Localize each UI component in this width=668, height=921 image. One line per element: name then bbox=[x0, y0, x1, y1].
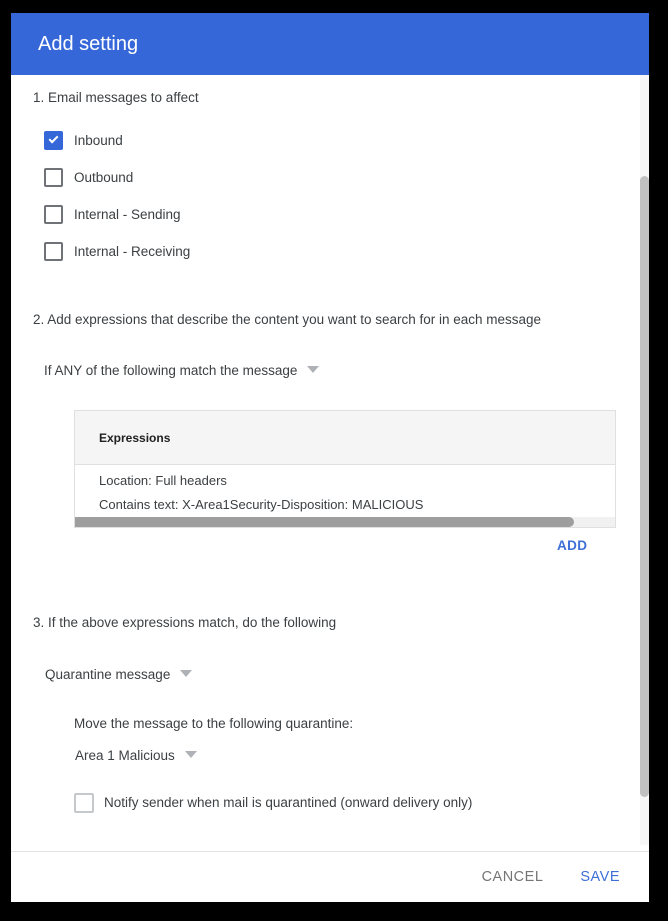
consequence-dropdown-value: Quarantine message bbox=[45, 667, 171, 682]
dropdown-arrow-icon bbox=[307, 366, 319, 373]
quarantine-caption: Move the message to the following quarantine: bbox=[74, 716, 354, 731]
dialog-vscrollbar-thumb[interactable] bbox=[640, 176, 649, 797]
internal-sending-checkbox[interactable] bbox=[44, 205, 63, 224]
expressions-table-header bbox=[75, 411, 615, 465]
quarantine-select-dropdown-value: Area 1 Malicious bbox=[75, 748, 175, 763]
internal-receiving-checkbox-label[interactable]: Internal - Receiving bbox=[74, 244, 191, 259]
add-expression-button[interactable]: ADD bbox=[557, 538, 588, 553]
add-setting-dialog bbox=[11, 13, 649, 902]
expressions-table bbox=[74, 410, 616, 528]
save-button[interactable]: SAVE bbox=[580, 869, 620, 885]
dialog-title: Add setting bbox=[38, 33, 139, 55]
expressions-hscrollbar-track bbox=[75, 517, 615, 527]
expressions-column-header: Expressions bbox=[99, 431, 171, 445]
dialog-vscrollbar-track bbox=[640, 75, 649, 845]
section2-title: 2. Add expressions that describe the content you want to search for in each message bbox=[33, 312, 542, 327]
inbound-checkbox-label[interactable]: Inbound bbox=[74, 133, 123, 148]
internal-sending-checkbox-label[interactable]: Internal - Sending bbox=[74, 207, 181, 222]
dialog-header bbox=[11, 13, 649, 75]
section3-title: 3. If the above expressions match, do the following bbox=[33, 615, 337, 630]
quarantine-select-dropdown[interactable] bbox=[75, 748, 197, 764]
expression-row[interactable]: Contains text: X-Area1Security-Disposition: MALICIOUS bbox=[99, 497, 424, 512]
notify-sender-checkbox[interactable] bbox=[74, 793, 94, 813]
dropdown-arrow-icon bbox=[185, 751, 197, 758]
internal-receiving-checkbox[interactable] bbox=[44, 242, 63, 261]
dialog-footer bbox=[11, 851, 649, 902]
notify-sender-checkbox-label[interactable]: Notify sender when mail is quarantined (onward delivery only) bbox=[104, 795, 473, 810]
dropdown-arrow-icon bbox=[180, 670, 192, 677]
expressions-hscrollbar-thumb[interactable] bbox=[75, 517, 574, 527]
consequence-dropdown[interactable] bbox=[45, 667, 192, 683]
section1-title: 1. Email messages to affect bbox=[33, 90, 199, 105]
match-type-dropdown[interactable] bbox=[44, 363, 319, 379]
outbound-checkbox-label[interactable]: Outbound bbox=[74, 170, 134, 185]
match-type-dropdown-value: If ANY of the following match the message bbox=[44, 363, 298, 378]
cancel-button[interactable]: CANCEL bbox=[481, 869, 544, 885]
outbound-checkbox[interactable] bbox=[44, 168, 63, 187]
checkmark-icon bbox=[49, 134, 59, 144]
inbound-checkbox[interactable] bbox=[44, 131, 63, 150]
expression-row[interactable]: Location: Full headers bbox=[99, 473, 227, 488]
